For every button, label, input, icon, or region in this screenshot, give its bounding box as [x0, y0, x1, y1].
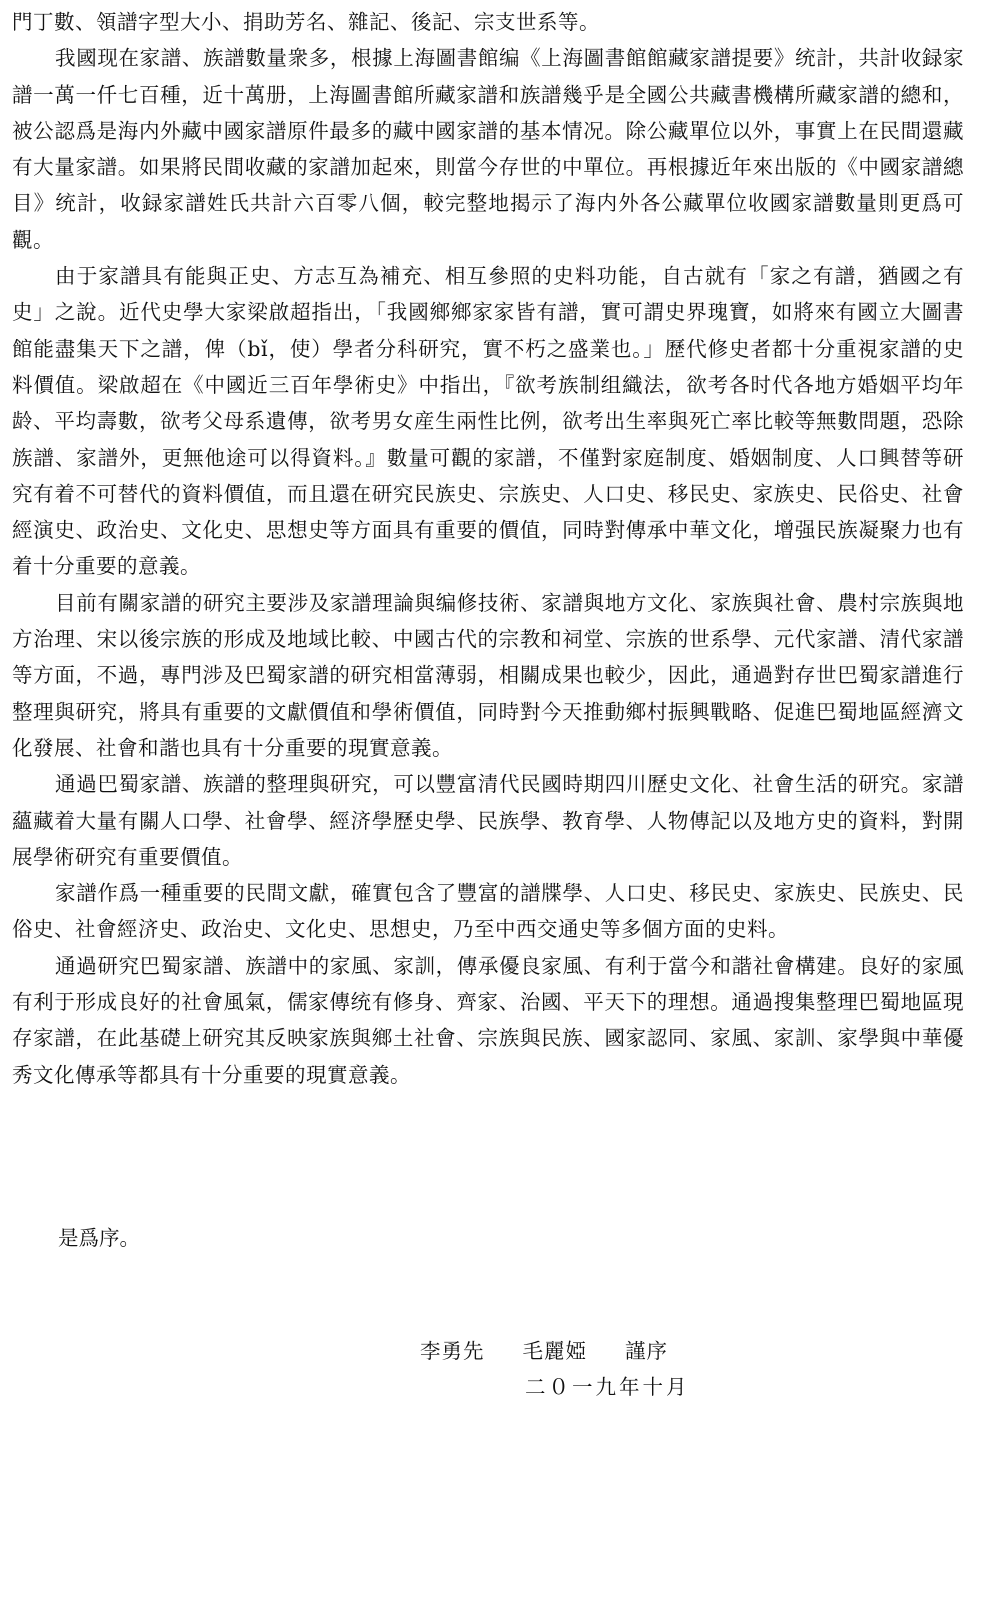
paragraph-historical-value: 由于家譜具有能與正史、方志互為補充、相互參照的史料功能，自古就有「家之有譜，猶國之有史」之說。近代史學大家梁啟超指出，「我國鄉鄉家家皆有譜，實可謂史界瑰寶，如將來有國立大圖書館能盡集天下之譜，俾（bǐ，使）學者分科研究，實不朽之盛業也。」歷代修史者都十分重視家譜的史料價值。梁啟超在《中國近三百年學術史》中指出，『欲考族制组織法，欲考各时代各地方婚姻平均年龄、平均壽數，欲考父母系遺傳，欲考男女産生兩性比例，欲考出生率與死亡率比較等無數問題，恐除族譜、家譜外，更無他途可以得資料。』數量可觀的家譜，不僅對家庭制度、婚姻制度、人口興替等研究有着不可替代的資料價值，而且還在研究民族史、宗族史、人口史、移民史、家族史、民俗史、社會經演史、政治史、文化史、思想史等方面具有重要的價值，同時對傳承中華文化，增强民族凝聚力也有着十分重要的意義。	[12, 264, 964, 579]
paragraph-continued: 門丁數、領譜字型大小、捐助芳名、雜記、後記、宗支世系等。	[12, 10, 600, 34]
author-name-1: 李勇先	[420, 1339, 485, 1363]
author-name-2: 毛麗婭	[522, 1339, 587, 1363]
paragraph-genealogy-collections: 我國现在家譜、族譜數量衆多，根據上海圖書館编《上海圖書館館藏家譜提要》统計，共計收録家譜一萬一仟七百種，近十萬册，上海圖書館所藏家譜和族譜幾乎是全國公共藏書機構所藏家譜的總和，被公認爲是海内外藏中國家譜原件最多的藏中國家譜的基本情况。除公藏單位以外，事實上在民間還藏有大量家譜。如果將民間收藏的家譜加起來，則當今存世的中單位。再根據近年來出版的《中國家譜總目》统計，收録家譜姓氏共計六百零八個，較完整地揭示了海内外各公藏單位收國家譜數量則更爲可觀。	[12, 46, 964, 252]
closing-line: 是爲序。	[58, 1226, 140, 1250]
paragraph-research-significance: 通過巴蜀家譜、族譜的整理與研究，可以豐富清代民國時期四川歷史文化、社會生活的研究。家譜蘊藏着大量有關人口學、社會學、經济學歷史學、民族學、教育學、人物傳記以及地方史的資料，對開展學術研究有重要價值。	[12, 772, 964, 869]
signature-line	[420, 1333, 668, 1369]
paragraph-folk-documents: 家譜作爲一種重要的民間文獻，確實包含了豐富的譜牒學、人口史、移民史、家族史、民族史、民俗史、社會經济史、政治史、文化史、思想史，乃至中西交通史等多個方面的史料。	[12, 881, 964, 942]
paragraph-family-traditions: 通過研究巴蜀家譜、族譜中的家風、家訓，傳承優良家風、有利于當今和諧社會構建。良好的家風有利于形成良好的社會風氣，儒家傳统有修身、齊家、治國、平天下的理想。通過搜集整理巴蜀地區現存家譜，在此基礎上研究其反映家族與鄉土社會、宗族與民族、國家認同、家風、家訓、家學與中華優秀文化傳承等都具有十分重要的現實意義。	[12, 953, 964, 1087]
signature-suffix: 謹序	[625, 1339, 668, 1363]
paragraph-research-status: 目前有關家譜的研究主要涉及家譜理論與编修技術、家譜與地方文化、家族與社會、農村宗族與地方治理、宋以後宗族的形成及地域比較、中國古代的宗教和祠堂、宗族的世系學、元代家譜、清代家譜等方面，不過，專門涉及巴蜀家譜的研究相當薄弱，相關成果也較少，因此，通過對存世巴蜀家譜進行整理與研究，將具有重要的文獻價值和學術價值，同時對今天推動鄉村振興戰略、促進巴蜀地區經濟文化發展、社會和諧也具有十分重要的現實意義。	[12, 590, 964, 760]
body-text	[12, 4, 964, 1093]
date-line: 二０一九年十月	[525, 1375, 690, 1399]
